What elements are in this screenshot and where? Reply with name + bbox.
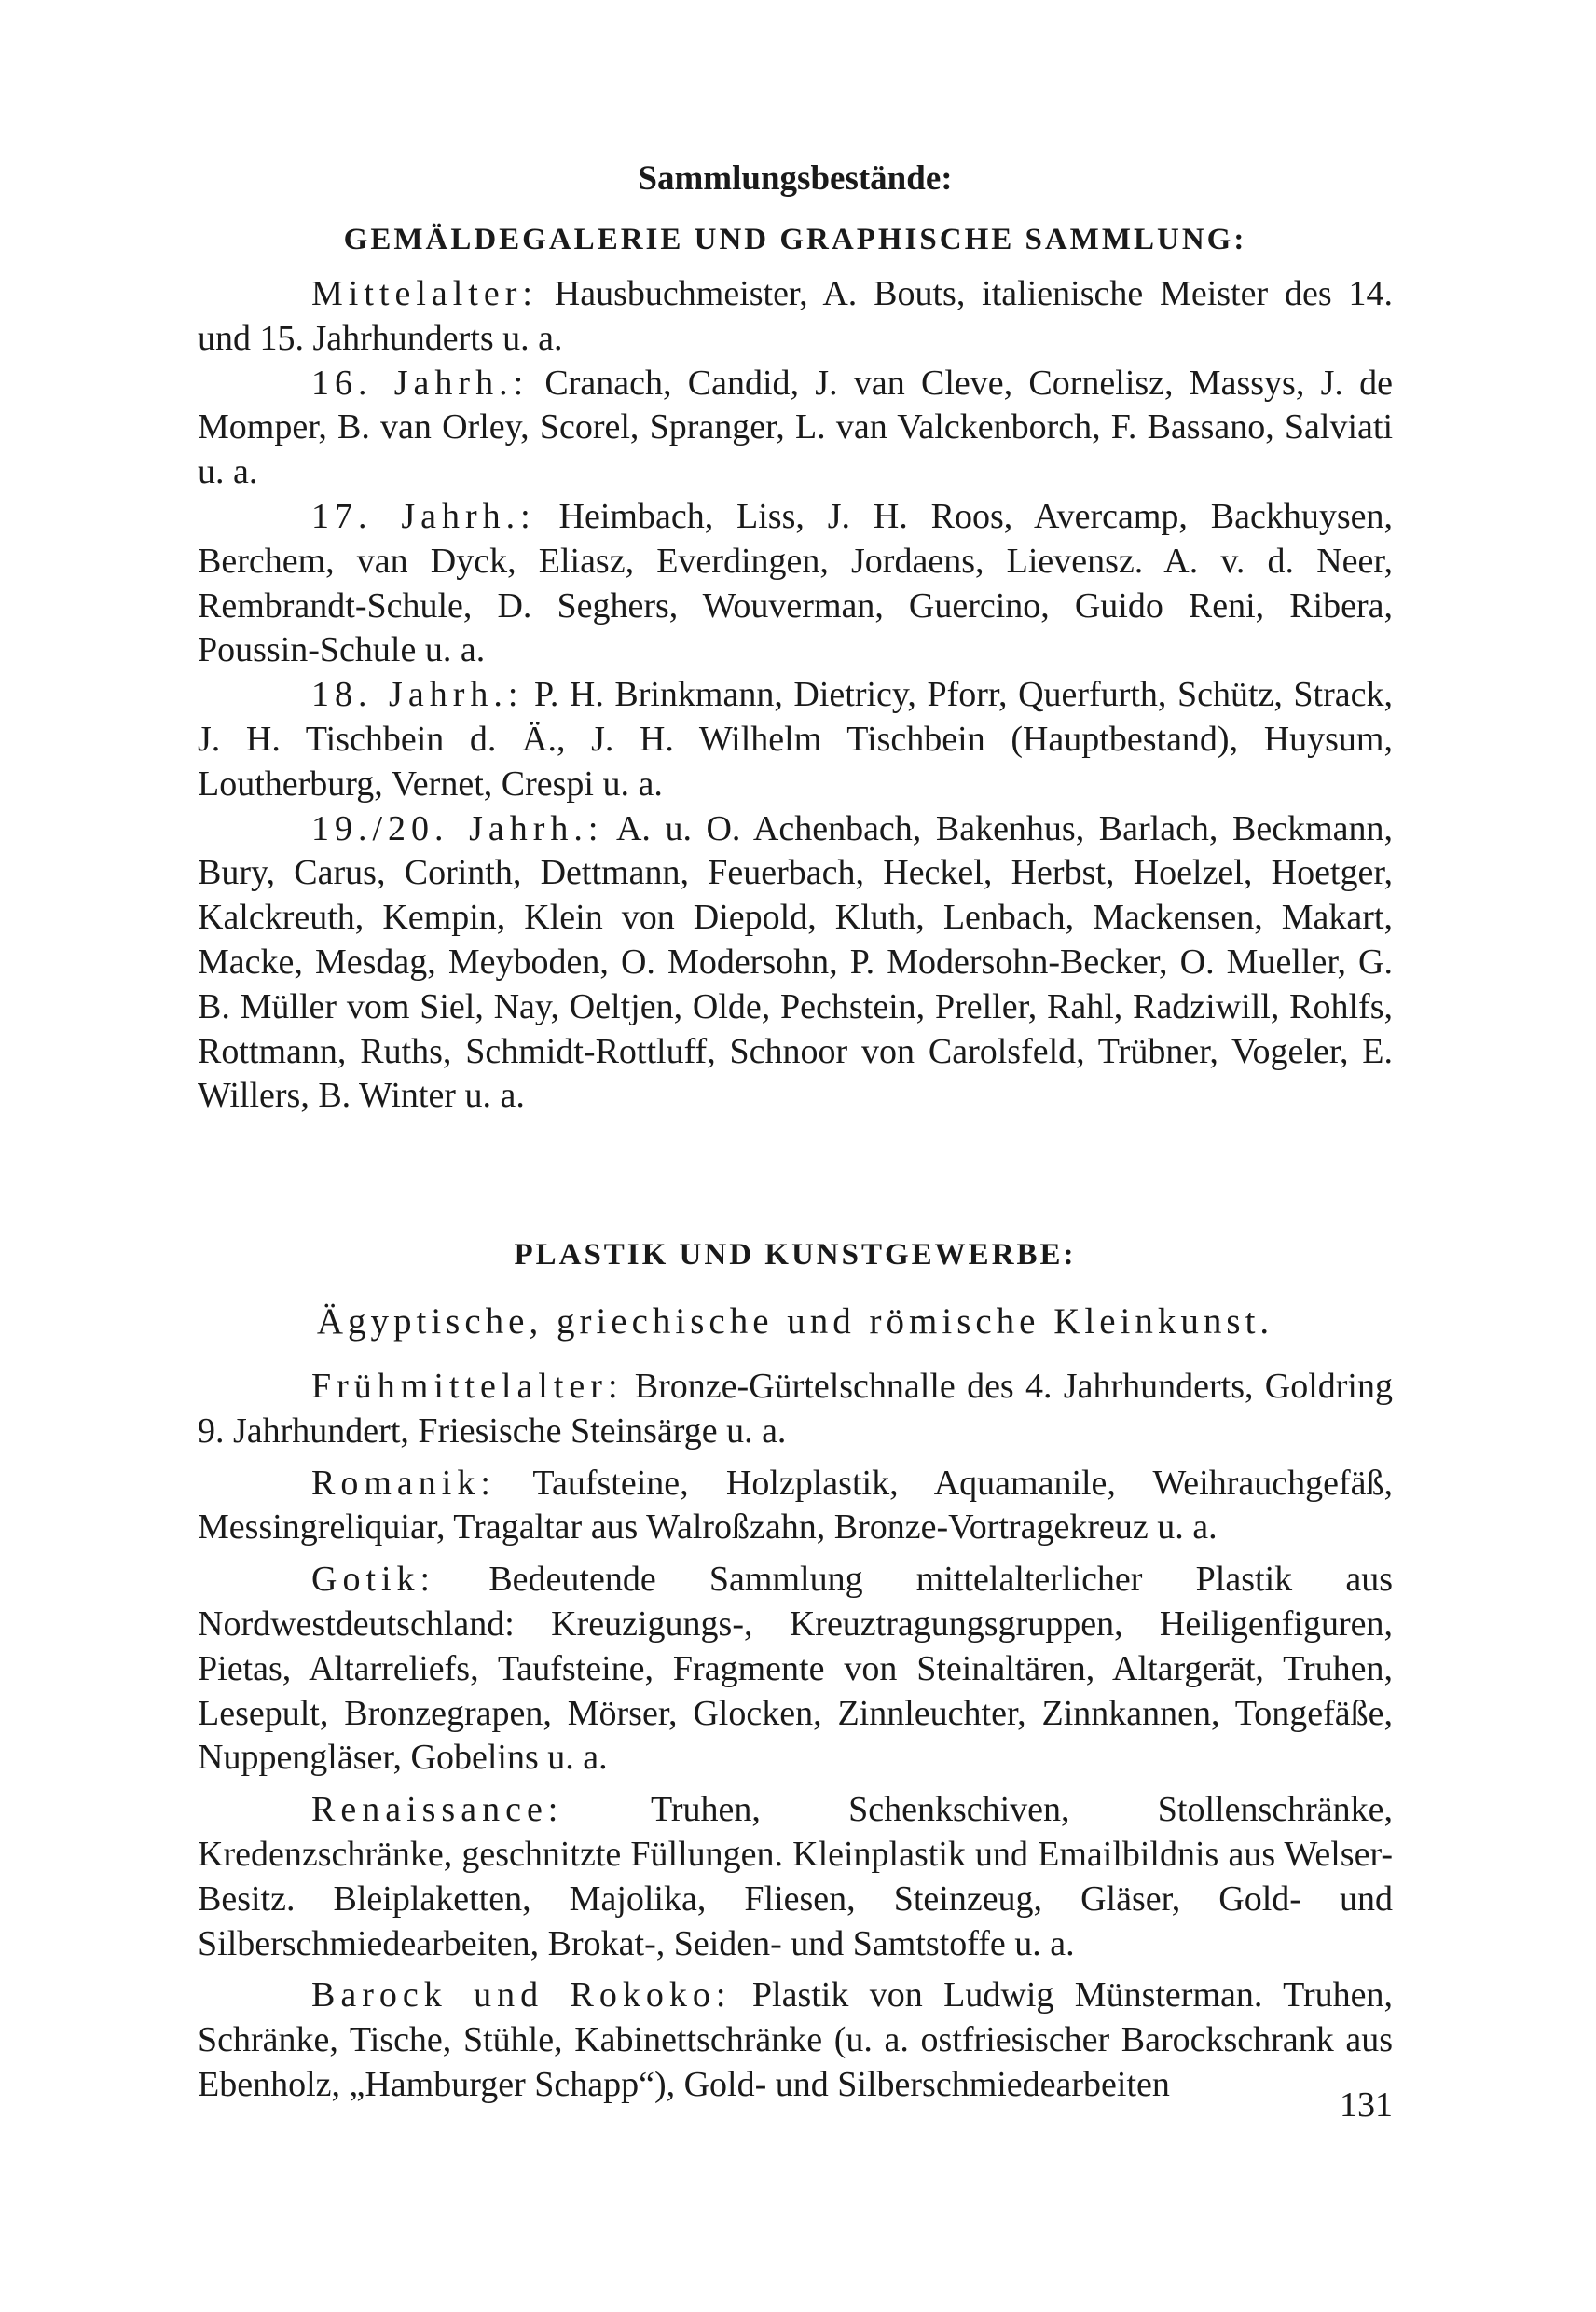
entry-barock-rokoko	[198, 1974, 1393, 2107]
entry-text: A. u. O. Achenbach, Bakenhus, Barlach, Beckmann, Bury, Carus, Corinth, Dettmann, Feuerbach, Heckel, Herbst, Hoelzel, Hoetger, Kalckreuth, Kempin, Klein von Diepold, Kluth, Lenbach, Mackensen, Makart, Macke, Mesdag, Meyboden, O. Modersohn, P. Modersohn-Becker, O. Mueller, G. B. Müller vom Siel, Nay, Oeltjen, Olde, Pechstein, Preller, Rahl, Radziwill, Rohlfs, Rottmann, Ruths, Schmidt-Rottluff, Schnoor von Carolsfeld, Trübner, Vogeler, E. Willers, B. Winter u. a.	[198, 808, 1393, 1116]
entry-lead: Renaissance:	[311, 1790, 564, 1830]
entry-lead: Romanik:	[311, 1463, 496, 1503]
section-title-gemaeldegalerie: GEMÄLDEGALERIE UND GRAPHISCHE SAMMLUNG:	[343, 223, 1247, 256]
entry-lead: Frühmittelalter:	[311, 1366, 624, 1406]
entry-17-jahrh	[198, 495, 1393, 673]
entry-text: Truhen, Schenkschiven, Stollenschränke, Kredenzschränke, geschnitzte Füllungen. Kleinplastik und Emailbildnis aus Welser-Besitz. Bleiplaketten, Majolika, Fliesen, Steinzeug, Gläser, Gold- und Silberschmiedearbeiten, Brokat-, Seiden- und Samtstoffe u. a.	[198, 1790, 1393, 1963]
entry-text: Plastik von Ludwig Münsterman. Truhen, Schränke, Tische, Stühle, Kabinettschränke (u. a. ostfriesischer Barockschrank aus Ebenholz, „Hamburger Schapp“), Gold- und Silberschmiedearbeiten	[198, 1975, 1393, 2104]
entry-fruehmittelalter	[198, 1365, 1393, 1454]
section-title-plastik: PLASTIK UND KUNSTGEWERBE:	[514, 1238, 1077, 1273]
page-number: 131	[1340, 2085, 1393, 2125]
entry-lead: 17. Jahrh.:	[311, 496, 536, 536]
entry-renaissance	[198, 1788, 1393, 1966]
page-heading: Sammlungsbestände:	[638, 159, 953, 198]
document-page	[198, 140, 1393, 2284]
entry-gotik	[198, 1558, 1393, 1781]
entry-text: Heimbach, Liss, J. H. Roos, Avercamp, Backhuysen, Berchem, van Dyck, Eliasz, Everdingen, Jordaens, Lievensz. A. v. d. Neer, Rembrandt-Schule, D. Seghers, Wouverman, Guercino, Guido Reni, Ribera, Poussin-Schule u. a.	[198, 496, 1393, 670]
entry-text: Hausbuchmeister, A. Bouts, italienische Meister des 14. und 15. Jahrhunderts u. a.	[198, 274, 1393, 358]
kleinkunst-line: Ägyptische, griechische und römische Kleinkunst.	[316, 1301, 1274, 1342]
entry-lead: 19./20. Jahrh.:	[311, 808, 604, 848]
entry-lead: Gotik:	[311, 1560, 436, 1600]
entry-text: P. H. Brinkmann, Dietricy, Pforr, Querfurth, Schütz, Strack, J. H. Tischbein d. Ä., J. H. Wilhelm Tischbein (Hauptbestand), Huysum, Loutherburg, Vernet, Crespi u. a.	[198, 675, 1393, 804]
entry-lead: 18. Jahrh.:	[311, 675, 524, 715]
entry-text: Bedeutende Sammlung mittelalterlicher Plastik aus Nordwestdeutschland: Kreuzigungs-, Kreuztragungsgruppen, Heiligenfiguren, Pietas, Altarreliefs, Taufsteine, Fragmente von Steinaltären, Altargerät, Truhen, Lesepult, Bronzegrapen, Mörser, Glocken, Zinnleuchter, Zinnkannen, Tongefäße, Nuppengläser, Gobelins u. a.	[198, 1560, 1393, 1778]
entry-romanik	[198, 1462, 1393, 1551]
entry-text: Taufsteine, Holzplastik, Aquamanile, Weihrauchgefäß, Messingreliquiar, Tragaltar aus Walroßzahn, Bronze-Vortragekreuz u. a.	[198, 1463, 1393, 1548]
entry-mittelalter	[198, 272, 1393, 362]
entry-text: Cranach, Candid, J. van Cleve, Cornelisz, Massys, J. de Momper, B. van Orley, Scorel, Spranger, L. van Valckenborch, F. Bassano, Salviati u. a.	[198, 363, 1393, 492]
entry-19-20-jahrh	[198, 807, 1393, 1120]
entry-lead: Mittelalter:	[311, 274, 538, 313]
entry-text: Bronze-Gürtelschnalle des 4. Jahrhunderts, Goldring 9. Jahrhundert, Friesische Steinsärge u. a.	[198, 1366, 1393, 1451]
entry-lead: 16. Jahrh.:	[311, 363, 530, 403]
entry-18-jahrh	[198, 673, 1393, 806]
entry-lead: Barock und Rokoko:	[311, 1975, 732, 2016]
entry-16-jahrh	[198, 362, 1393, 495]
